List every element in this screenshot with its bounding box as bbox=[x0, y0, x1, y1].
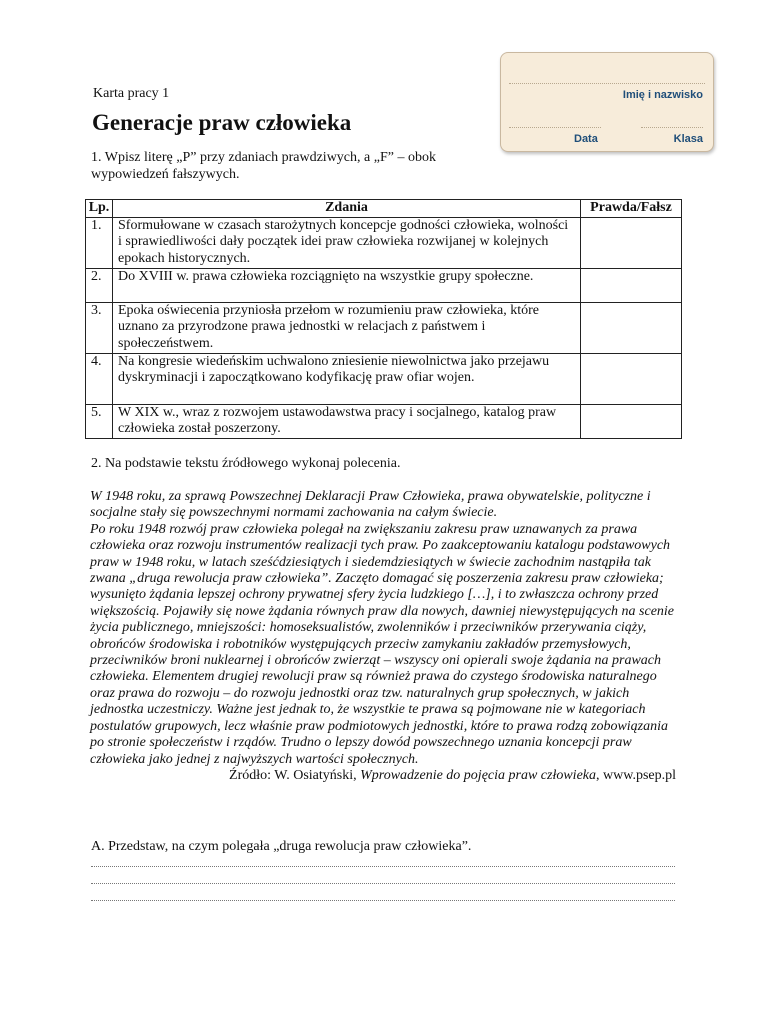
name-date-class-card bbox=[500, 52, 714, 152]
row-number: 1. bbox=[86, 217, 113, 268]
table-row bbox=[86, 217, 682, 268]
table-row bbox=[86, 353, 682, 404]
row-statement: W XIX w., wraz z rozwojem ustawodawstwa pracy i socjalnego, katalog praw człowieka został poszerzony. bbox=[113, 404, 581, 438]
table-row bbox=[86, 302, 682, 353]
citation-suffix: , www.psep.pl bbox=[596, 767, 676, 783]
answer-line[interactable] bbox=[91, 866, 675, 867]
source-paragraph: Po roku 1948 rozwój praw człowieka polegał na zwiększaniu zakresu praw uznawanych za prawa człowieka oraz rozwoju instrumentów realizacji tych praw. Po zaakceptowaniu katalogu podstawowych praw w 1948 roku, w latach sześćdziesiątych i siedemdziesiątych w świecie zachodnim nastąpiła tak zwana „druga rewolucja praw człowieka”. Zaczęto domagać się poszerzenia zakresu praw człowieka; wysunięto żądania lepszej ochrony prywatnej sfery życia ludzkiego […], i to zwłaszcza ochrony przed większością. Pojawiły się nowe żądania równych praw dla nowych, dawniej niewystępujących na scenie życia publicznego, mniejszości: homoseksualistów, zwolenników i przeciwników przerywania ciąży, obrońców środowiska i robotników występujących przeciw zamykaniu zakładów przemysłowych, przeciwników broni nuklearnej i obrońców zwierząt – wszyscy oni opierali swoje żądania na prawach człowieka. Elementem drugiej rewolucji praw są również prawa do czystego środowiska naturalnego oraz prawa do rozwoju – do rozwoju jednostki oraz tzw. naturalnych grup społecznych, w jakich jednostka uczestniczy. Ważne jest jednak to, że wszystkie te prawa są pojmowane nie w kategoriach postulatów grupowych, lecz właśnie praw podmiotowych jednostki, które to prawa rodzą zobowiązania po stronie społeczeństw i rządów. Trudno o lepszy dowód powszechnego uznania koncepcji praw człowieka jako jednej z najwyższych wartości społecznych. bbox=[90, 521, 675, 767]
table-header-row bbox=[86, 200, 682, 218]
citation-prefix: Źródło: W. Osiatyński, bbox=[229, 767, 361, 783]
name-label: Imię i nazwisko bbox=[622, 89, 703, 101]
row-number: 4. bbox=[86, 353, 113, 404]
answer-line[interactable] bbox=[91, 900, 675, 901]
page-title: Generacje praw człowieka bbox=[92, 110, 352, 135]
table-row bbox=[86, 268, 682, 302]
row-number: 3. bbox=[86, 302, 113, 353]
row-number: 2. bbox=[86, 268, 113, 302]
date-label: Data bbox=[574, 133, 598, 145]
answer-cell[interactable] bbox=[581, 353, 682, 404]
row-statement: Do XVIII w. prawa człowieka rozciągnięto na wszystkie grupy społeczne. bbox=[113, 268, 581, 302]
row-statement: Sformułowane w czasach starożytnych koncepcje godności człowieka, wolności i sprawiedliwości dały początek idei praw człowieka rozwijanej w kolejnych epokach historycznych. bbox=[113, 217, 581, 268]
task-a-instruction: A. Przedstaw, na czym polegała „druga rewolucja praw człowieka”. bbox=[91, 839, 472, 854]
source-text bbox=[90, 489, 676, 784]
header-true-false: Prawda/Fałsz bbox=[581, 200, 682, 218]
name-field[interactable] bbox=[509, 83, 705, 84]
date-field[interactable] bbox=[509, 127, 601, 128]
citation-title: Wprowadzenie do pojęcia praw człowieka bbox=[360, 767, 597, 783]
answer-cell[interactable] bbox=[581, 268, 682, 302]
task-2-instruction: 2. Na podstawie tekstu źródłowego wykonaj polecenia. bbox=[91, 456, 401, 471]
table-row bbox=[86, 404, 682, 438]
source-citation bbox=[90, 768, 676, 784]
header-statements: Zdania bbox=[113, 200, 581, 218]
row-statement: Epoka oświecenia przyniosła przełom w rozumieniu praw człowieka, które uznano za przyrodzone prawa jednostki w relacjach z państwem i społeczeństwem. bbox=[113, 302, 581, 353]
source-paragraph: W 1948 roku, za sprawą Powszechnej Deklaracji Praw Człowieka, prawa obywatelskie, polityczne i socjalne stały się powszechnymi normami zachowania na całym świecie. bbox=[90, 489, 651, 521]
task-1-instruction: 1. Wpisz literę „P” przy zdaniach prawdziwych, a „F” – obok wypowiedzeń fałszywych. bbox=[91, 150, 436, 182]
worksheet-label: Karta pracy 1 bbox=[93, 86, 170, 101]
answer-line[interactable] bbox=[91, 883, 675, 884]
true-false-table bbox=[85, 199, 682, 439]
answer-cell[interactable] bbox=[581, 302, 682, 353]
class-label: Klasa bbox=[673, 133, 703, 145]
class-field[interactable] bbox=[641, 127, 703, 128]
answer-cell[interactable] bbox=[581, 217, 682, 268]
answer-cell[interactable] bbox=[581, 404, 682, 438]
header-number: Lp. bbox=[86, 200, 113, 218]
row-number: 5. bbox=[86, 404, 113, 438]
row-statement: Na kongresie wiedeńskim uchwalono zniesienie niewolnictwa jako przejawu dyskryminacji i zapoczątkowano kodyfikację praw ofiar wojen. bbox=[113, 353, 581, 404]
